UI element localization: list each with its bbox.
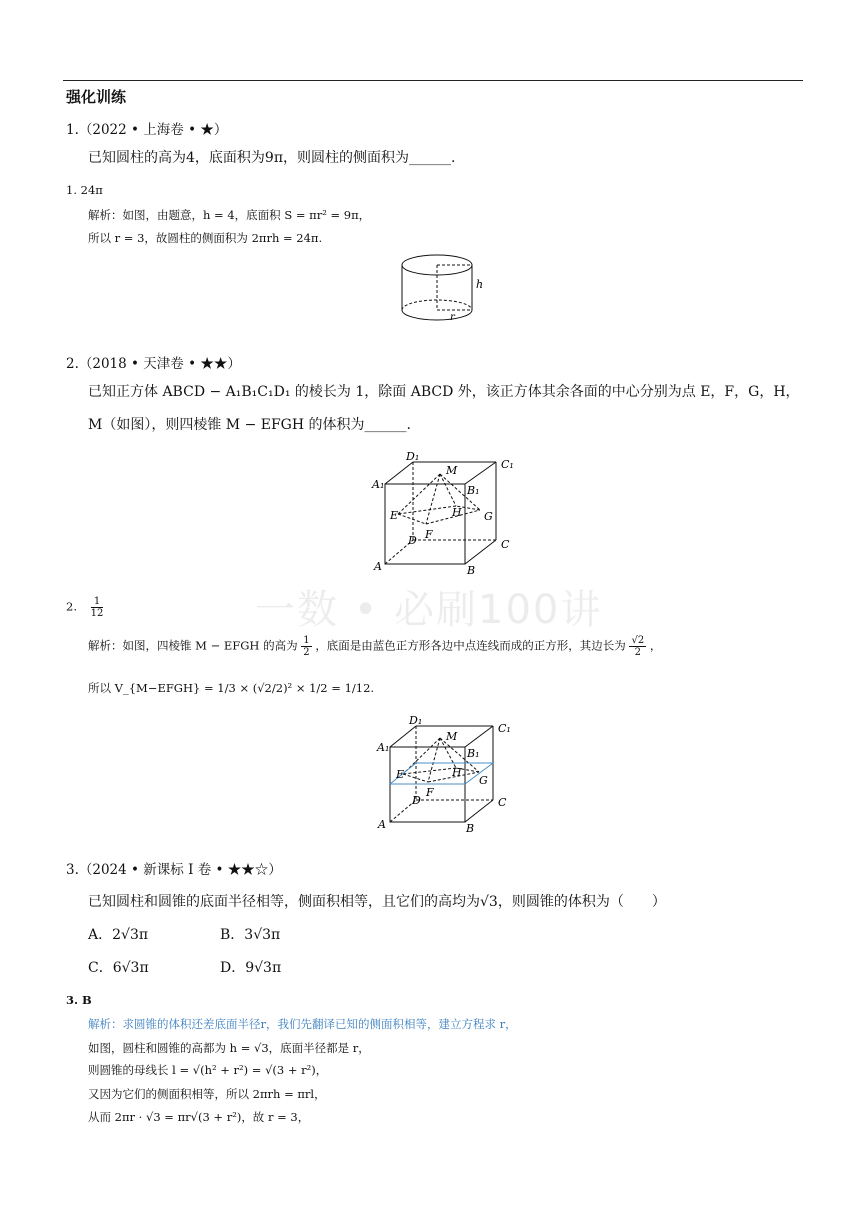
cube1-label-D1: D₁ <box>406 450 420 463</box>
q3-solution-line3: 又因为它们的侧面积相等，所以 2πrh = πrl， <box>88 1087 326 1101</box>
q3-option-a: A．2√3π <box>88 927 149 943</box>
q2-sol1-b: ，底面是由蓝色正方形各边中点连线而成的正方形，其边长为 <box>315 638 626 653</box>
q3-option-c: C．6√3π <box>88 960 149 976</box>
cube2-label-G: G <box>479 774 488 787</box>
cube1-label-H: H <box>452 506 462 519</box>
cube1-label-E: E <box>390 509 399 522</box>
cube2-label-A1: A₁ <box>377 741 390 754</box>
cube1-label-C: C <box>501 538 510 551</box>
q3-header: 3.（2024 • 新课标 I 卷 • ★★☆） <box>66 862 282 878</box>
cube1-label-F: F <box>425 528 433 541</box>
q2-sol1-height-denominator: 2 <box>303 647 310 658</box>
cube2-label-A: A <box>378 818 386 831</box>
q2-answer <box>66 596 103 619</box>
q3-solution-line1: 如图，圆柱和圆锥的高都为 h = √3，底面半径都是 r， <box>88 1041 370 1055</box>
section-title: 强化训练 <box>66 88 127 106</box>
cube1-label-B1: B₁ <box>467 484 480 497</box>
q3-hint: 解析：求圆锥的体积还差底面半径r，我们先翻译已知的侧面积相等，建立方程求 r， <box>88 1017 517 1031</box>
q1-answer: 1. 24π <box>66 183 103 197</box>
q2-text-line1: 已知正方体 ABCD − A₁B₁C₁D₁ 的棱长为 1，除面 ABCD 外，该正方体其余各面的中心分别为点 E，F，G，H， <box>88 384 800 400</box>
q1-solution-line1: 解析：如图，由题意，h = 4，底面积 S = πr² = 9π， <box>88 208 371 222</box>
q1-text: 已知圆柱的高为4，底面积为9π，则圆柱的侧面积为______. <box>88 150 456 166</box>
q3-option-b: B．3√3π <box>220 927 281 943</box>
cube1-label-A1: A₁ <box>372 478 385 491</box>
cube2-label-E: E <box>396 768 405 781</box>
q3-solution-line4: 从而 2πr · √3 = πr√(3 + r²)，故 r = 3， <box>88 1110 310 1124</box>
cube2-label-D: D <box>412 794 421 807</box>
q2-answer-denominator: 12 <box>90 608 104 619</box>
cube1-label-M: M <box>446 464 458 477</box>
q3-solution-line2: 则圆锥的母线长 l = √(h² + r²) = √(3 + r²)， <box>88 1063 328 1077</box>
cube2-label-F: F <box>426 786 434 799</box>
q1-solution-line2: 所以 r = 3，故圆柱的侧面积为 2πrh = 24π. <box>88 231 323 245</box>
cube1-label-C1: C₁ <box>501 458 514 471</box>
cube2-label-D1: D₁ <box>409 714 423 727</box>
q2-sol1-c: ， <box>649 638 662 653</box>
cube-figure-2 <box>368 712 528 837</box>
q2-sol1-side-denominator: 2 <box>634 647 642 658</box>
q2-answer-num: 2. <box>66 599 77 614</box>
cube-figure-1 <box>368 448 528 578</box>
cube1-label-A: A <box>374 560 382 573</box>
q2-sol1-side-fraction <box>629 635 646 658</box>
q2-header: 2.（2018 • 天津卷 • ★★） <box>66 356 241 372</box>
cube2-label-H: H <box>452 766 462 779</box>
cube2-label-C: C <box>498 796 507 809</box>
q2-solution-line2: 所以 V_{M−EFGH} = 1/3 × (√2/2)² × 1/2 = 1/12. <box>88 681 375 695</box>
q2-sol1-side-numerator: √2 <box>631 635 645 646</box>
q3-answer: 3. B <box>66 993 92 1007</box>
cube2-label-B: B <box>466 822 475 835</box>
q3-text: 已知圆柱和圆锥的底面半径相等，侧面积相等，且它们的高均为√3，则圆锥的体积为（ ） <box>88 894 666 910</box>
q2-text-line2: M（如图），则四棱锥 M − EFGH 的体积为______. <box>88 417 411 433</box>
cylinder-label-r: r <box>450 312 455 323</box>
watermark: 一数 • 必刷100讲 <box>255 587 603 633</box>
q2-solution-line1 <box>88 635 661 658</box>
q2-answer-numerator: 1 <box>91 596 104 608</box>
q2-sol1-height-numerator: 1 <box>303 635 310 646</box>
cylinder-figure <box>390 250 500 330</box>
cylinder-bottom-front <box>402 310 472 320</box>
cube1-label-G: G <box>484 510 493 523</box>
cube1-label-B: B <box>467 564 476 577</box>
q2-answer-fraction <box>91 596 104 619</box>
cube2-label-C1: C₁ <box>498 722 511 735</box>
header-rule <box>63 80 803 81</box>
q3-option-d: D．9√3π <box>220 960 282 976</box>
q2-sol1-height-fraction <box>301 635 311 658</box>
q2-sol1-a: 解析：如图，四棱锥 M − EFGH 的高为 <box>88 638 298 653</box>
cube1-label-D: D <box>408 534 417 547</box>
cylinder-label-h: h <box>476 278 484 291</box>
cube2-label-M: M <box>446 730 458 743</box>
q1-header: 1.（2022 • 上海卷 • ★） <box>66 122 228 138</box>
cube2-label-B1: B₁ <box>467 747 480 760</box>
